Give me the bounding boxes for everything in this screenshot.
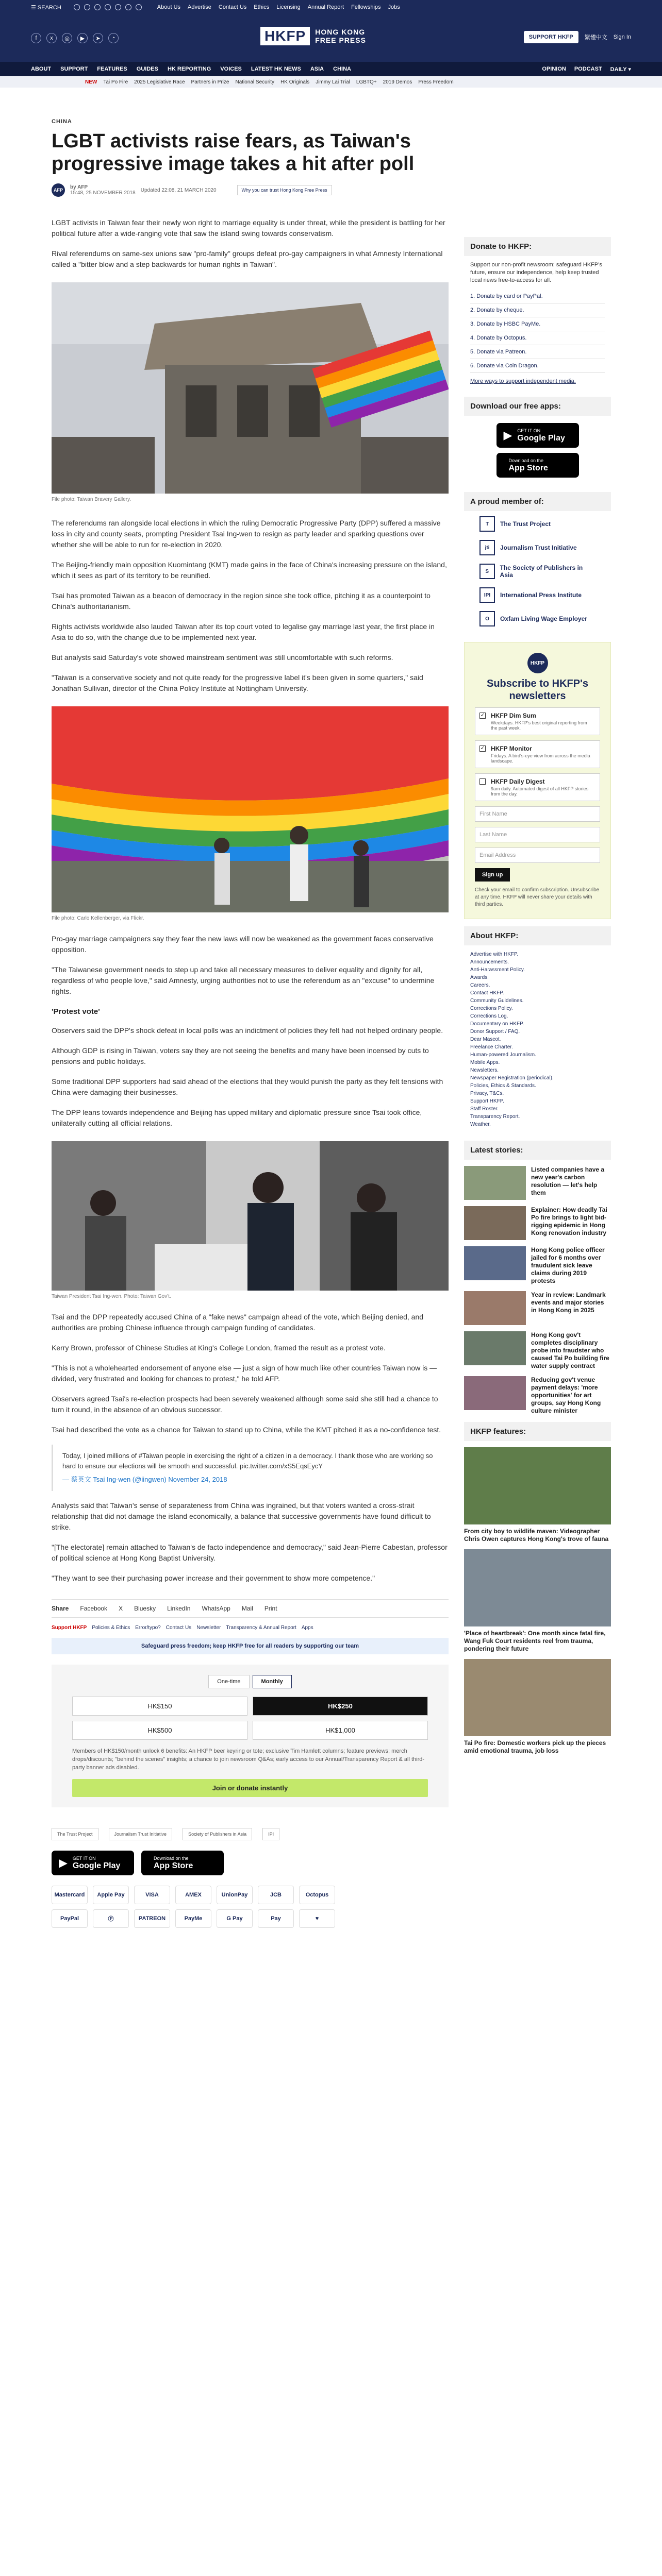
donate-option[interactable]: 5. Donate via Patreon. [470,345,605,359]
footer-link[interactable]: Support HKFP [52,1625,87,1631]
payment-logo: ♥ [299,1909,335,1928]
about-link[interactable]: Staff Roster. [470,1106,499,1112]
share-print[interactable]: Print [264,1605,277,1612]
paragraph: LGBT activists in Taiwan fear their newly won right to marriage equality is under threat, while the president is battling for her political future after a wide-ranging vote that saw the island swing towards conservatism. [52,218,445,238]
signin-link[interactable]: Sign In [613,34,631,40]
payment-logo: PATREON [134,1909,170,1928]
story-title[interactable]: Hong Kong police officer jailed for 6 months over fraudulent sick leave claims during 2019 protests [531,1246,605,1284]
article-photo [52,282,449,494]
donate-option[interactable]: 1. Donate by card or PayPal. [470,290,605,303]
paragraph: Tsai has promoted Taiwan as a beacon of democracy in the region since she took office, pitching it as a counterpoint to China's authoritarianism. [52,591,431,611]
payment-logo: PayMe [175,1909,211,1928]
paragraph: Observers agreed Tsai's re-election prospects had been severely weakened although some said she still had a chance to turn it round, in the absence of an obvious successor. [52,1395,438,1414]
paragraph: Rival referendums on same-sex unions saw "pro-family" groups defeat pro-gay campaigners in what Amnesty International called a "bitter blow and a step backwards for human rights in Taiwan". [52,249,443,268]
sopa-icon: S [479,564,495,579]
option-desc: Weekdays. HKFP's best original reporting from the past week. [491,720,587,731]
tweet-text: Today, I joined millions of #Taiwan people in exercising the right of a citizen in a democracy. I thank those who are working so hard to ensure our elections will be smooth and successful. pic.twitter.com/xS5EqsEycY [62,1452,433,1470]
about-link[interactable]: Advertise with HKFP. [470,952,519,957]
donate-options [464,290,611,373]
header-actions [524,31,631,43]
payment-logo: G Pay [217,1909,253,1928]
badge-store: App Store [154,1861,193,1870]
about-link[interactable]: Donor Support / FAQ. [470,1029,520,1035]
trending-link[interactable]: National Security [235,79,275,85]
newsletter-note: Check your email to confirm subscription. Unsubscribe at any time. HKFP will never share your details with third parties. [475,887,600,907]
latest-story[interactable] [464,1246,611,1285]
about-link[interactable]: Support HKFP. [470,1098,504,1104]
telegram-icon[interactable] [136,4,142,10]
about-link[interactable]: Careers. [470,982,490,988]
play-icon: ▶ [59,1856,68,1869]
paragraph: "This is not a wholehearted endorsement of anyone else — just a sign of how much like other countries Taiwan now is — divided, very frustrated and looking for chances to protest," he told AFP. [52,1364,437,1383]
rainbow-flag-photo [52,282,449,494]
donate-option[interactable]: 4. Donate by Octopus. [470,331,605,345]
story-thumbnail[interactable] [464,1206,526,1240]
about-link[interactable]: Mobile Apps. [470,1060,500,1065]
feature-story[interactable] [464,1549,611,1653]
paragraph: Pro-gay marriage campaigners say they fear the new laws will now be weakened as the government faces conservative opposition. [52,935,434,954]
paragraph: Rights activists worldwide also lauded Taiwan after its top court voted to legalise gay marriage last year, the first place in Asia to do so, with the change due to be implemented next year. [52,622,435,641]
instagram-icon[interactable]: ◎ [62,33,72,43]
x-icon[interactable] [84,4,90,10]
nav-item[interactable]: HK REPORTING [167,66,211,72]
newsletter-title: Subscribe to HKFP's newsletters [486,678,588,702]
latest-story[interactable] [464,1291,611,1325]
telegram-icon[interactable]: ➤ [93,33,103,43]
last-name-input[interactable]: Last Name [475,827,600,842]
photo-caption: File photo: Taiwan Bravery Gallery. [52,497,131,502]
badge-store: Google Play [517,434,565,443]
new-label: NEW [85,79,97,85]
support-button[interactable]: SUPPORT HKFP [524,31,578,43]
nav-item[interactable]: LATEST HK NEWS [251,66,301,72]
threads-icon[interactable] [105,4,111,10]
trust-link[interactable]: Why you can trust Hong Kong Free Press [237,185,332,195]
trending-link[interactable]: Tai Po Fire [103,79,128,85]
paragraph: But analysts said Saturday's vote showed mainstream sentiment was still uncomfortable with such reforms. [52,653,393,662]
share-bar [52,1599,449,1618]
app-store-badge[interactable] [496,453,579,478]
about-link[interactable]: Weather. [470,1122,491,1127]
donate-note: Members of HK$150/month unlock 6 benefits: An HKFP beer keyring or tote; exclusive Tim Hamlett columns; feature previews; merch drops/discounts; "behind the scenes" insights; a chance to join newsroom Q&As; early access to our Annual/Transparency Report & all third-party banner ads disabled. [72,1748,425,1771]
google-play-badge[interactable] [52,1851,134,1875]
youtube-icon[interactable] [115,4,121,10]
nav-item[interactable]: ASIA [310,66,324,72]
about-link[interactable]: Newsletters. [470,1067,499,1073]
subheading: 'Protest vote' [52,1007,100,1016]
option-desc: 9am daily. Automated digest of all HKFP stories from the day. [491,786,589,796]
trending-link[interactable]: Partners in Prize [191,79,229,85]
paragraph: Tsai and the DPP repeatedly accused China of a "fake news" campaign ahead of the vote, which Beijing denied, and authorities are probing Chinese influence through campaign funding of candidates. [52,1313,424,1332]
top-bar [0,0,662,14]
top-link[interactable]: Jobs [388,4,400,10]
publish-date: 15:48, 25 NOVEMBER 2018 [70,190,136,196]
social-icons [74,4,142,10]
top-link[interactable]: Advertise [188,4,211,10]
top-links [157,4,400,10]
x-icon[interactable]: x [46,33,57,43]
donate-button[interactable]: Join or donate instantly [72,1779,428,1797]
checkbox-icon[interactable] [479,778,486,785]
logo-line: HONG KONG [315,28,366,36]
story-title[interactable]: Hong Kong gov't completes disciplinary probe into fraudster who caused Tai Po building fire water supply contract [531,1331,609,1369]
story-thumbnail[interactable] [464,1291,526,1325]
trending-link[interactable]: Jimmy Lai Trial [316,79,350,85]
donate-heading: Donate to HKFP: [464,237,611,256]
about-link[interactable]: Corrections Policy. [470,1006,513,1011]
embedded-tweet [52,1445,449,1491]
sidebar [464,88,611,1755]
member-list [464,511,611,632]
google-play-badge[interactable] [496,423,579,448]
monthly-option[interactable]: Monthly [253,1675,292,1688]
trending-link[interactable]: 2025 Legislative Race [134,79,185,85]
payment-logo: VISA [134,1886,170,1904]
footer-link[interactable]: Newsletter [196,1625,221,1631]
nav-item[interactable]: SUPPORT [60,66,88,72]
article [52,88,449,1928]
ipi-logo[interactable]: IPI [262,1828,279,1840]
play-icon: ▶ [503,429,512,442]
trending-bar [0,76,662,88]
author[interactable]: by AFP [70,184,88,190]
member-label: Journalism Trust Initiative [500,544,577,551]
app-badges [52,1851,449,1875]
story-thumbnail[interactable] [464,1376,526,1410]
member-label: International Press Institute [500,591,582,599]
frequency-toggle [72,1675,428,1688]
latest-story[interactable] [464,1376,611,1415]
payment-methods [52,1886,449,1928]
story-thumbnail[interactable] [464,1246,526,1280]
amount-option[interactable]: HK$250 [253,1697,428,1716]
trending-link[interactable]: Press Freedom [418,79,454,85]
header-social [31,33,119,43]
member-label: The Trust Project [500,520,551,528]
checkbox-checked-icon[interactable]: ✓ [480,745,485,751]
payment-logo: Mastercard [52,1886,88,1904]
main-nav [0,62,662,76]
share-facebook[interactable]: Facebook [80,1605,108,1612]
latest-story[interactable] [464,1166,611,1200]
about-link[interactable]: Newspaper Registration (periodical). [470,1075,554,1081]
article-photo [52,1141,449,1291]
option-title: HKFP Monitor [491,745,532,752]
badge-caption: GET IT ON [517,428,541,433]
paragraph: Tsai had described the vote as a chance for Taiwan to stand up to China, while the KMT pitched it as a no-confidence test. [52,1426,441,1434]
safeguard-banner[interactable]: Safeguard press freedom; keep HKFP free for all readers by supporting our team [52,1638,449,1654]
about-link[interactable]: Announcements. [470,959,509,965]
paragraph: "[The electorate] remain attached to Taiwan's de facto independence and democracy," said Jean-Pierre Cabestan, professor of political science at Hong Kong Baptist University. [52,1543,448,1562]
tsai-voting-photo [52,1141,449,1291]
donate-widget [52,1665,449,1807]
badge-caption: GET IT ON [72,1856,96,1861]
top-link[interactable]: About Us [157,4,181,10]
jti-icon: jti [479,540,495,555]
feature-image[interactable] [464,1447,611,1524]
payment-logo: JCB [258,1886,294,1904]
donate-option[interactable]: 6. Donate via Coin Dragon. [470,359,605,373]
about-link[interactable]: Transparency Report. [470,1114,520,1120]
about-link[interactable]: Freelance Charter. [470,1044,513,1050]
nav-item[interactable]: ABOUT [31,66,52,72]
paragraph: Analysts said that Taiwan's sense of separateness from China was ingrained, but that voters wanted a cross-strait relationship that did not damage the island economically, a balance that successive governments have found difficult to strike. [52,1501,431,1531]
about-heading: About HKFP: [464,926,611,945]
member-heading: A proud member of: [464,492,611,511]
newsletter-option[interactable] [475,707,600,735]
share-whatsapp[interactable]: WhatsApp [202,1605,230,1612]
oxfam-icon: O [479,611,495,626]
nav-item[interactable]: OPINION [542,65,566,72]
story-title[interactable]: Reducing gov't venue payment delays: 'more opportunities' for art groups, say Hong Kong culture minister [531,1376,601,1414]
top-link[interactable]: Ethics [254,4,270,10]
top-link[interactable]: Contact Us [218,4,247,10]
byline [52,183,449,197]
newsletter-option[interactable] [475,740,600,768]
author-avatar: AFP [52,183,65,197]
option-title: HKFP Dim Sum [491,712,536,719]
more-ways-link[interactable]: More ways to support independent media. [470,378,576,384]
share-mail[interactable]: Mail [241,1605,253,1612]
nav-item[interactable]: PODCAST [574,65,602,72]
top-link[interactable]: Fellowships [351,4,381,10]
member-ipi[interactable] [479,587,595,603]
jti-logo[interactable]: Journalism Trust Initiative [109,1828,173,1840]
feature-image[interactable] [464,1659,611,1736]
article-footer-links [52,1625,449,1631]
article-category[interactable]: CHINA [52,118,72,125]
about-link[interactable]: Documentary on HKFP. [470,1021,524,1027]
amount-option[interactable]: HK$150 [72,1697,247,1716]
member-label: Oxfam Living Wage Employer [500,615,587,622]
footer-link[interactable]: Transparency & Annual Report [226,1625,296,1631]
about-link[interactable]: Contact HKFP. [470,990,504,996]
paragraph: "The Taiwanese government needs to step up and take all necessary measures to deliver equality and dignity for all, regardless of who people love," said Amnesty, urging authorities not to use the referendum as an "excuse" to undermine rights. [52,965,435,995]
nav-item[interactable]: DAILY ▾ [610,66,631,73]
feature-title[interactable]: Tai Po fire: Domestic workers pick up the pieces amid emotional trauma, job loss [464,1739,606,1754]
nav-item[interactable]: CHINA [333,66,351,72]
signup-button[interactable]: Sign up [475,868,510,882]
pride-parade-photo [52,706,449,912]
apps-heading: Download our free apps: [464,397,611,416]
rss-icon[interactable]: ◔ [108,33,119,43]
footer-link[interactable]: Contact Us [166,1625,192,1631]
email-input[interactable]: Email Address [475,848,600,863]
member-trust-project[interactable] [479,516,595,532]
donate-text: Support our non-profit newsroom: safeguard HKFP's future, ensure our independence, help keep trusted local news free-to-access for all. [470,262,602,283]
site-header [0,14,662,62]
badge-store: Google Play [72,1861,121,1870]
amount-option[interactable]: HK$500 [72,1721,247,1740]
payment-logo: PayPal [52,1909,88,1928]
story-thumbnail[interactable] [464,1331,526,1365]
about-link[interactable]: Anti-Harassment Policy. [470,967,525,973]
newsletter-box [464,642,611,919]
trending-link[interactable]: 2019 Demos [383,79,412,85]
amount-options [72,1697,428,1740]
linkedin-icon[interactable] [125,4,131,10]
trending-link[interactable]: HK Originals [280,79,310,85]
ipi-icon: IPI [479,587,495,603]
feature-title[interactable]: 'Place of heartbreak': One month since fatal fire, Wang Fuk Court residents reel from trauma, pondering their future [464,1630,606,1652]
trust-project-icon: T [479,516,495,532]
nav-item[interactable]: FEATURES [97,66,127,72]
about-link[interactable]: Dear Mascot. [470,1037,501,1042]
language-link[interactable]: 繁體中文 [584,35,607,41]
site-logo[interactable]: HKFP HONG KONG FREE PRESS [260,27,366,45]
member-sopa[interactable] [479,564,595,579]
badge-store: App Store [508,464,548,472]
tweet-author[interactable]: — 蔡英文 Tsai Ing-wen (@iingwen) November 24, 2018 [62,1476,227,1483]
story-title[interactable]: Listed companies have a new year's carbon resolution — let's help them [531,1166,605,1196]
paragraph: Kerry Brown, professor of Chinese Studies at King's College London, framed the result as a protest vote. [52,1344,386,1352]
share-linkedin[interactable]: LinkedIn [167,1605,191,1612]
badge-caption: Download on the [154,1856,189,1861]
story-title[interactable]: Year in review: Landmark events and major stories in Hong Kong in 2025 [531,1291,606,1314]
payment-logo: Octopus [299,1886,335,1904]
paragraph: The Beijing-friendly main opposition Kuomintang (KMT) made gains in the face of China's increasing pressure on the island, which it sees as part of its territory to be reunified. [52,561,447,580]
features-heading: HKFP features: [464,1422,611,1441]
payment-logo: UnionPay [217,1886,253,1904]
donate-option[interactable]: 3. Donate by HSBC PayMe. [470,317,605,331]
paragraph: The referendums ran alongside local elections in which the ruling Democratic Progressive Party (DPP) suffered a massive loss in city and county seats, prompting President Tsai Ing-wen to resign as party leader and sparking questions over whether she will be able to run for re-election in 2020. [52,519,441,549]
story-title[interactable]: Explainer: How deadly Tai Po fire brings to light bid-rigging epidemic in Hong Kong renovation industry [531,1206,607,1236]
about-link[interactable]: Awards. [470,975,489,980]
checkbox-checked-icon[interactable]: ✓ [480,713,485,718]
facebook-icon[interactable]: f [31,33,41,43]
payment-logo: Ⓟ [93,1909,129,1928]
feature-story[interactable] [464,1447,611,1543]
paragraph: "They want to see their purchasing power increase and their government to show more competence." [52,1574,375,1582]
member-logos [52,1828,449,1840]
about-link[interactable]: Corrections Log. [470,1013,508,1019]
paragraph: Although GDP is rising in Taiwan, voters say they are not seeing the benefits and many have been incensed by cuts to pensions and public holidays. [52,1046,429,1065]
photo-caption: File photo: Carlo Kellenberger, via Flickr. [52,916,144,921]
paragraph: "Taiwan is a conservative society and not quite ready for the progressive label it's been given in some quarters," said Jonathan Sullivan, director of the China Policy Institute at Nottingham University. [52,673,423,692]
youtube-icon[interactable]: ▶ [77,33,88,43]
latest-story[interactable] [464,1331,611,1370]
share-bluesky[interactable]: Bluesky [134,1605,156,1612]
paragraph: The DPP leans towards independence and Beijing has upped military and diplomatic pressure since Tsai took office, unilaterally cutting all official relations. [52,1108,422,1127]
top-link[interactable]: Licensing [276,4,301,10]
latest-heading: Latest stories: [464,1141,611,1160]
payment-logo: Pay [258,1909,294,1928]
newsletter-option[interactable] [475,773,600,801]
footer-link[interactable]: Apps [301,1625,313,1631]
latest-story[interactable] [464,1206,611,1240]
donate-option[interactable]: 2. Donate by cheque. [470,303,605,317]
member-oxfam[interactable] [479,611,595,626]
footer-link[interactable]: Policies & Ethics [92,1625,130,1631]
search-link[interactable]: ☰ SEARCH [31,4,61,11]
app-store-badge[interactable] [141,1851,224,1875]
payment-logo: Apple Pay [93,1886,129,1904]
about-link[interactable]: Human-powered Journalism. [470,1052,536,1058]
one-time-option[interactable]: One-time [208,1675,249,1688]
badge-caption: Download on the [508,458,544,463]
article-title: LGBT activists raise fears, as Taiwan's progressive image takes a hit after poll [52,130,415,175]
paragraph: Observers said the DPP's shock defeat in local polls was an indictment of policies they felt had not helped ordinary people. [52,1026,443,1035]
about-link[interactable]: Privacy, T&Cs. [470,1091,504,1096]
article-photo [52,706,449,912]
about-link[interactable]: Policies, Ethics & Standards. [470,1083,536,1089]
amount-option[interactable]: HK$1,000 [253,1721,428,1740]
sidebar-app-badges [464,416,611,485]
share-label: Share [52,1605,69,1612]
about-list [464,945,611,1133]
feature-story[interactable] [464,1659,611,1755]
photo-caption: Taiwan President Tsai Ing-wen. Photo: Taiwan Gov't. [52,1294,171,1299]
nav-item[interactable]: GUIDES [136,66,158,72]
paragraph: Some traditional DPP supporters had said ahead of the elections that they would punish the party as they felt tensions with China were damaging their businesses. [52,1077,443,1096]
option-title: HKFP Daily Digest [491,778,545,785]
newsletter-logo: HKFP [527,653,548,673]
payment-logo: AMEX [175,1886,211,1904]
share-x[interactable]: X [119,1605,123,1612]
facebook-icon[interactable] [74,4,80,10]
instagram-icon[interactable] [94,4,101,10]
member-label: The Society of Publishers in Asia [500,564,583,579]
about-link[interactable]: Community Guidelines. [470,998,524,1004]
option-desc: Fridays. A bird's-eye view from across the media landscape. [491,753,590,764]
logo-line: FREE PRESS [315,36,366,44]
trending-link[interactable]: LGBTQ+ [356,79,377,85]
updated-date: Updated 22:08, 21 MARCH 2020 [140,187,217,193]
footer-link[interactable]: Error/typo? [135,1625,161,1631]
first-name-input[interactable]: First Name [475,806,600,822]
feature-title[interactable]: From city boy to wildlife maven: Videographer Chris Owen captures Hong Kong's trove of fauna [464,1528,609,1543]
story-thumbnail[interactable] [464,1166,526,1200]
top-link[interactable]: Annual Report [307,4,344,10]
sopa-logo[interactable]: Society of Publishers in Asia [183,1828,252,1840]
nav-item[interactable]: VOICES [220,66,242,72]
feature-image[interactable] [464,1549,611,1626]
trust-project-logo[interactable]: The Trust Project [52,1828,98,1840]
member-jti[interactable] [479,540,595,555]
